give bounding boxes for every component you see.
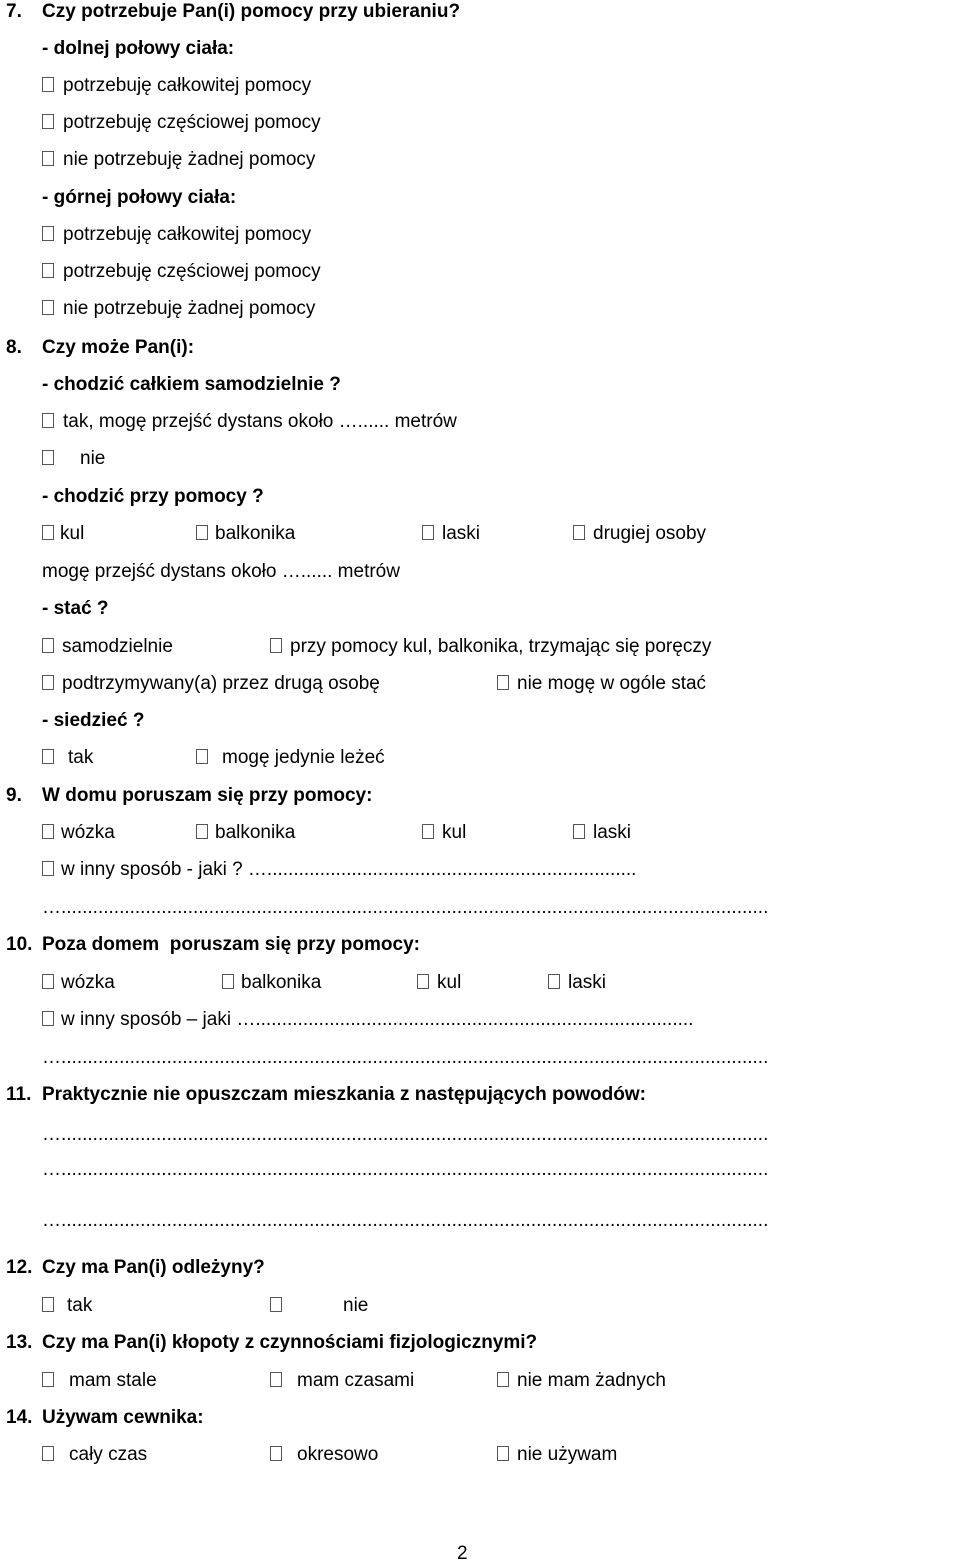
page-number: 2	[457, 1543, 468, 1564]
q8-walk-alone-yes[interactable]: tak, mogę przejść dystans około …...... metrów	[42, 410, 457, 434]
checkbox[interactable]	[42, 77, 54, 92]
q11-title: Praktycznie nie opuszczam mieszkania z następujących powodów:	[42, 1084, 646, 1105]
q8-stand-samodzielnie[interactable]: samodzielnie	[42, 635, 173, 659]
q10-option-laski[interactable]: laski	[548, 971, 606, 995]
q8-walk-help-balkonika[interactable]: balkonika	[196, 522, 295, 546]
q9-option-kul[interactable]: kul	[422, 821, 466, 845]
checkbox[interactable]	[270, 1372, 282, 1387]
q14-number: 14.	[6, 1407, 33, 1428]
q7-upper-label: - górnej połowy ciała:	[42, 187, 237, 208]
q8-walk-help-distance: mogę przejść dystans około …...... metrów	[42, 561, 400, 582]
q13-title: Czy ma Pan(i) kłopoty z czynnościami fizjologicznymi?	[42, 1332, 538, 1353]
q10-option-kul[interactable]: kul	[417, 971, 461, 995]
checkbox[interactable]	[42, 1011, 54, 1026]
q10-title: Poza domem poruszam się przy pomocy:	[42, 934, 420, 955]
q11-dots-line-2: …......................................................................................................................................	[42, 1159, 769, 1180]
checkbox[interactable]	[497, 675, 509, 690]
q10-option-wozka[interactable]: wózka	[42, 971, 115, 995]
checkbox[interactable]	[42, 151, 54, 166]
q8-stand-nie-moge[interactable]: nie mogę w ogóle stać	[497, 672, 706, 696]
checkbox[interactable]	[422, 525, 434, 540]
q11-number: 11.	[6, 1084, 32, 1105]
checkbox[interactable]	[42, 1446, 54, 1461]
checkbox[interactable]	[196, 525, 208, 540]
checkbox[interactable]	[270, 638, 282, 653]
q13-option-zadnych[interactable]: nie mam żadnych	[497, 1369, 666, 1393]
q11-dots-line-3: …......................................................................................................................................	[42, 1210, 769, 1231]
checkbox[interactable]	[270, 1446, 282, 1461]
checkbox[interactable]	[42, 114, 54, 129]
q13-option-stale[interactable]: mam stale	[42, 1369, 157, 1393]
checkbox[interactable]	[42, 450, 54, 465]
q7-lower-label: - dolnej połowy ciała:	[42, 38, 235, 59]
checkbox[interactable]	[548, 974, 560, 989]
checkbox[interactable]	[42, 263, 54, 278]
checkbox[interactable]	[42, 1297, 54, 1312]
q8-stand-przy-pomocy[interactable]: przy pomocy kul, balkonika, trzymając się poręczy	[270, 635, 711, 659]
q9-option-balkonika[interactable]: balkonika	[196, 821, 295, 845]
q8-sit-label: - siedzieć ?	[42, 710, 145, 731]
checkbox[interactable]	[497, 1372, 509, 1387]
checkbox[interactable]	[417, 974, 429, 989]
q10-dots-line: …......................................................................................................................................	[42, 1047, 769, 1068]
checkbox[interactable]	[42, 749, 54, 764]
checkbox[interactable]	[42, 413, 54, 428]
q7-upper-option-3[interactable]: nie potrzebuję żadnej pomocy	[42, 297, 315, 321]
q14-option-nie-uzywam[interactable]: nie używam	[497, 1443, 617, 1467]
checkbox[interactable]	[222, 974, 234, 989]
q12-option-nie[interactable]: nie	[270, 1294, 368, 1318]
q10-option-balkonika[interactable]: balkonika	[222, 971, 321, 995]
q8-walk-help-kul[interactable]: kul	[42, 522, 84, 546]
q8-walk-alone-label: - chodzić całkiem samodzielnie ?	[42, 374, 341, 395]
q7-title: Czy potrzebuje Pan(i) pomocy przy ubieraniu?	[42, 1, 461, 22]
q11-dots-line-1: …......................................................................................................................................	[42, 1124, 769, 1145]
checkbox[interactable]	[42, 974, 54, 989]
q14-option-caly-czas[interactable]: cały czas	[42, 1443, 147, 1467]
checkbox[interactable]	[42, 675, 54, 690]
q8-walk-help-label: - chodzić przy pomocy ?	[42, 486, 264, 507]
q14-title: Używam cewnika:	[42, 1407, 204, 1428]
checkbox[interactable]	[573, 824, 585, 839]
q7-lower-option-1[interactable]: potrzebuję całkowitej pomocy	[42, 74, 311, 98]
q8-walk-alone-no[interactable]: nie	[42, 447, 105, 471]
q10-option-other[interactable]: w inny sposób – jaki …...................................................................................	[42, 1008, 957, 1032]
q7-number: 7.	[6, 1, 22, 22]
q8-stand-podtrzymywany[interactable]: podtrzymywany(a) przez drugą osobę	[42, 672, 380, 696]
q10-number: 10.	[6, 934, 33, 955]
checkbox[interactable]	[42, 525, 54, 540]
q9-title: W domu poruszam się przy pomocy:	[42, 785, 373, 806]
q8-title: Czy może Pan(i):	[42, 337, 195, 358]
q7-lower-option-2[interactable]: potrzebuję częściowej pomocy	[42, 111, 321, 135]
checkbox[interactable]	[42, 861, 54, 876]
q8-walk-help-laski[interactable]: laski	[422, 522, 480, 546]
checkbox[interactable]	[422, 824, 434, 839]
checkbox[interactable]	[196, 824, 208, 839]
checkbox[interactable]	[42, 1372, 54, 1387]
q7-upper-option-2[interactable]: potrzebuję częściowej pomocy	[42, 260, 321, 284]
q9-option-other[interactable]: w inny sposób - jaki ? …......................................................................	[42, 858, 957, 882]
checkbox[interactable]	[42, 226, 54, 241]
checkbox[interactable]	[497, 1446, 509, 1461]
q8-sit-tak[interactable]: tak	[42, 746, 93, 770]
q12-number: 12.	[6, 1257, 33, 1278]
q7-upper-option-1[interactable]: potrzebuję całkowitej pomocy	[42, 223, 311, 247]
q9-option-laski[interactable]: laski	[573, 821, 631, 845]
checkbox[interactable]	[42, 824, 54, 839]
q8-sit-lezec[interactable]: mogę jedynie leżeć	[196, 746, 385, 770]
q9-option-wozka[interactable]: wózka	[42, 821, 115, 845]
q8-stand-label: - stać ?	[42, 598, 109, 619]
checkbox[interactable]	[196, 749, 208, 764]
q14-option-okresowo[interactable]: okresowo	[270, 1443, 378, 1467]
checkbox[interactable]	[270, 1297, 282, 1312]
q12-option-tak[interactable]: tak	[42, 1294, 92, 1318]
q13-number: 13.	[6, 1332, 33, 1353]
q8-walk-help-drugiej-osoby[interactable]: drugiej osoby	[573, 522, 706, 546]
checkbox[interactable]	[42, 300, 54, 315]
q9-number: 9.	[6, 785, 22, 806]
q12-title: Czy ma Pan(i) odleżyny?	[42, 1257, 265, 1278]
q9-dots-line: …......................................................................................................................................	[42, 897, 769, 918]
checkbox[interactable]	[573, 525, 585, 540]
q8-number: 8.	[6, 337, 22, 358]
q7-lower-option-3[interactable]: nie potrzebuję żadnej pomocy	[42, 148, 315, 172]
checkbox[interactable]	[42, 638, 54, 653]
q13-option-czasami[interactable]: mam czasami	[270, 1369, 414, 1393]
